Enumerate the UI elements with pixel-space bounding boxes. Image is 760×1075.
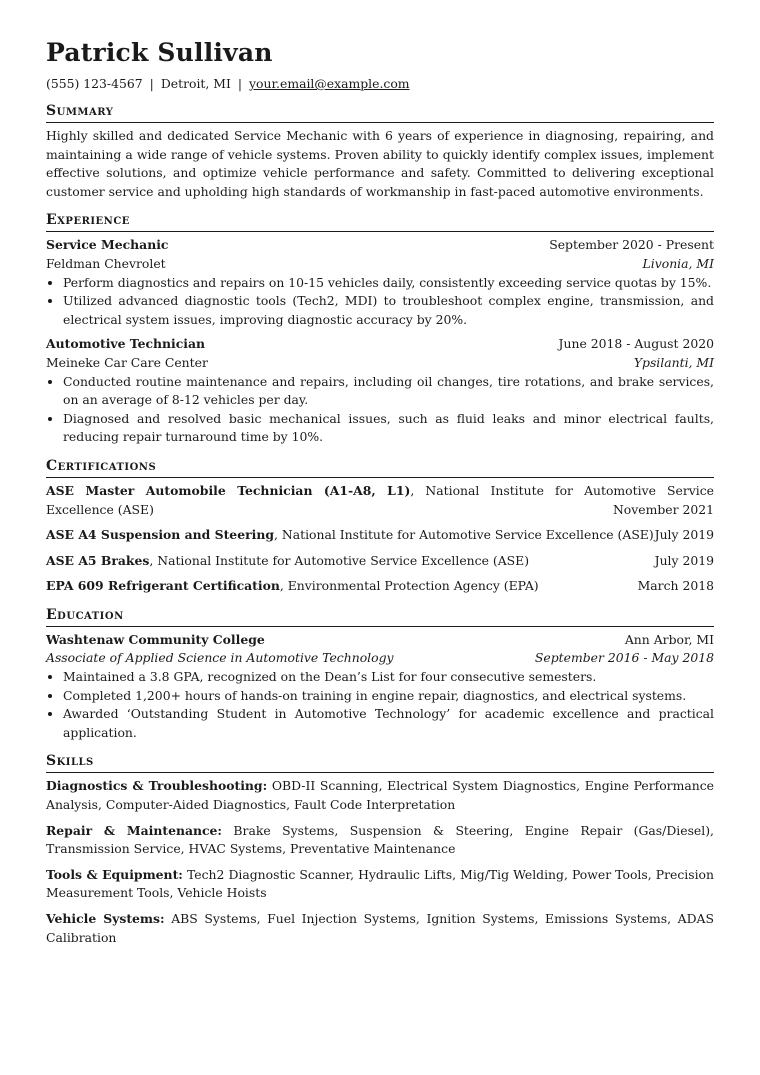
certification-entry xyxy=(46,482,714,519)
certification-entry xyxy=(46,526,714,545)
section-title: Certifications xyxy=(46,457,714,478)
certification-entry xyxy=(46,552,714,571)
school-name: Washtenaw Community College xyxy=(46,631,265,647)
job-role: Automotive Technician xyxy=(46,336,206,352)
skill-entry xyxy=(46,910,714,947)
resume-page xyxy=(46,38,714,954)
job-location: Ypsilanti, MI xyxy=(633,354,714,370)
list-item: • Awarded ‘Outstanding Student in Automotive Technology’ for academic excellence and practical application. xyxy=(63,705,714,742)
certification-entry xyxy=(46,577,714,596)
separator: | xyxy=(149,76,154,91)
job-role: Service Mechanic xyxy=(46,237,169,253)
education-dates: September 2016 - May 2018 xyxy=(534,650,714,666)
job-bullets xyxy=(46,373,714,447)
summary-section xyxy=(46,102,714,201)
skill-label: Repair & Maintenance: xyxy=(46,822,223,838)
list-item: • Maintained a 3.8 GPA, recognized on the Dean’s List for four consecutive semesters. xyxy=(63,668,714,687)
skill-entry xyxy=(46,822,714,859)
skill-text: ABS Systems, Fuel Injection Systems, Ignition Systems, Emissions Systems, ADAS Calibration xyxy=(46,911,714,945)
skill-label: Tools & Equipment: xyxy=(46,866,183,882)
certification-name: ASE A4 Suspension and Steering xyxy=(46,527,274,543)
job-dates: June 2018 - August 2020 xyxy=(558,336,714,352)
section-title: Skills xyxy=(46,752,714,773)
section-title: Experience xyxy=(46,211,714,232)
job-dates: September 2020 - Present xyxy=(549,237,714,253)
contact-line xyxy=(46,75,714,92)
school-location: Ann Arbor, MI xyxy=(624,631,714,647)
certifications-section xyxy=(46,457,714,596)
section-title: Summary xyxy=(46,102,714,123)
certification-issuer: , Environmental Protection Agency (EPA) xyxy=(279,578,539,594)
certification-date: July 2019 xyxy=(654,527,714,543)
experience-section xyxy=(46,211,714,447)
job-location: Livonia, MI xyxy=(642,255,714,271)
certification-issuer: , National Institute for Automotive Service Excellence (ASE) xyxy=(46,482,714,517)
job-company: Meineke Car Care Center xyxy=(46,354,208,370)
job-entry xyxy=(46,236,714,329)
skill-text: OBD-II Scanning, Electrical System Diagnostics, Engine Performance Analysis, Computer-Aided Diagnostics, Fault Code Interpretation xyxy=(46,778,714,813)
certification-date: November 2021 xyxy=(612,501,714,517)
candidate-name: Patrick Sullivan xyxy=(46,38,273,67)
job-bullets xyxy=(46,274,714,330)
skill-text: Brake Systems, Suspension & Steering, Engine Repair (Gas/Diesel), Transmission Service, HVAC Systems, Preventative Maintenance xyxy=(46,822,714,857)
separator: | xyxy=(237,76,243,91)
certification-date: July 2019 xyxy=(654,552,714,568)
location: Detroit, MI xyxy=(160,76,231,91)
certification-name: EPA 609 Refrigerant Certification xyxy=(46,578,280,594)
list-item: • Completed 1,200+ hours of hands-on training in engine repair, diagnostics, and electrical systems. xyxy=(63,687,714,706)
job-entry xyxy=(46,335,714,447)
list-item: • Conducted routine maintenance and repairs, including oil changes, tire rotations, and brake services, on an average of 8-12 vehicles per day. xyxy=(63,373,714,410)
certification-name: ASE Master Automobile Technician (A1-A8, L1) xyxy=(46,482,411,498)
skill-entry xyxy=(46,777,714,814)
skill-label: Vehicle Systems: xyxy=(46,911,165,926)
education-section xyxy=(46,606,714,743)
skill-text: Tech2 Diagnostic Scanner, Hydraulic Lifts, Mig/Tig Welding, Power Tools, Precision Measurement Tools, Vehicle Hoists xyxy=(46,866,714,901)
list-item: • Perform diagnostics and repairs on 10-15 vehicles daily, consistently exceeding service quotas by 15%. xyxy=(63,274,714,293)
phone: (555) 123-4567 xyxy=(46,76,143,91)
list-item: • Utilized advanced diagnostic tools (Tech2, MDI) to troubleshoot complex engine, transmission, and electrical system issues, improving diagnostic accuracy by 20%. xyxy=(63,292,714,329)
section-title: Education xyxy=(46,606,714,627)
certification-issuer: , National Institute for Automotive Service Excellence (ASE) xyxy=(149,552,530,568)
summary-text: Highly skilled and dedicated Service Mechanic with 6 years of experience in diagnosing, repairing, and maintaining a wide range of vehicle systems. Proven ability to quickly identify complex issues, implement effective solutions, and optimize vehicle performance and safety. Committed to delivering exceptional customer service and upholding high standards of workmanship in fast-paced automotive environments. xyxy=(46,128,714,199)
certification-name: ASE A5 Brakes xyxy=(46,552,150,568)
job-company: Feldman Chevrolet xyxy=(46,255,166,271)
email-link[interactable]: your.email@example.com xyxy=(249,76,410,91)
education-bullets xyxy=(46,668,714,742)
degree: Associate of Applied Science in Automotive Technology xyxy=(46,650,394,666)
list-item: • Diagnosed and resolved basic mechanical issues, such as fluid leaks and minor electrical faults, reducing repair turnaround time by 10%. xyxy=(63,410,714,447)
certification-date: March 2018 xyxy=(637,578,714,594)
skills-section xyxy=(46,752,714,947)
skill-label: Diagnostics & Troubleshooting: xyxy=(46,778,268,794)
skill-entry xyxy=(46,866,714,903)
certification-issuer: , National Institute for Automotive Service Excellence (ASE) xyxy=(274,527,654,543)
